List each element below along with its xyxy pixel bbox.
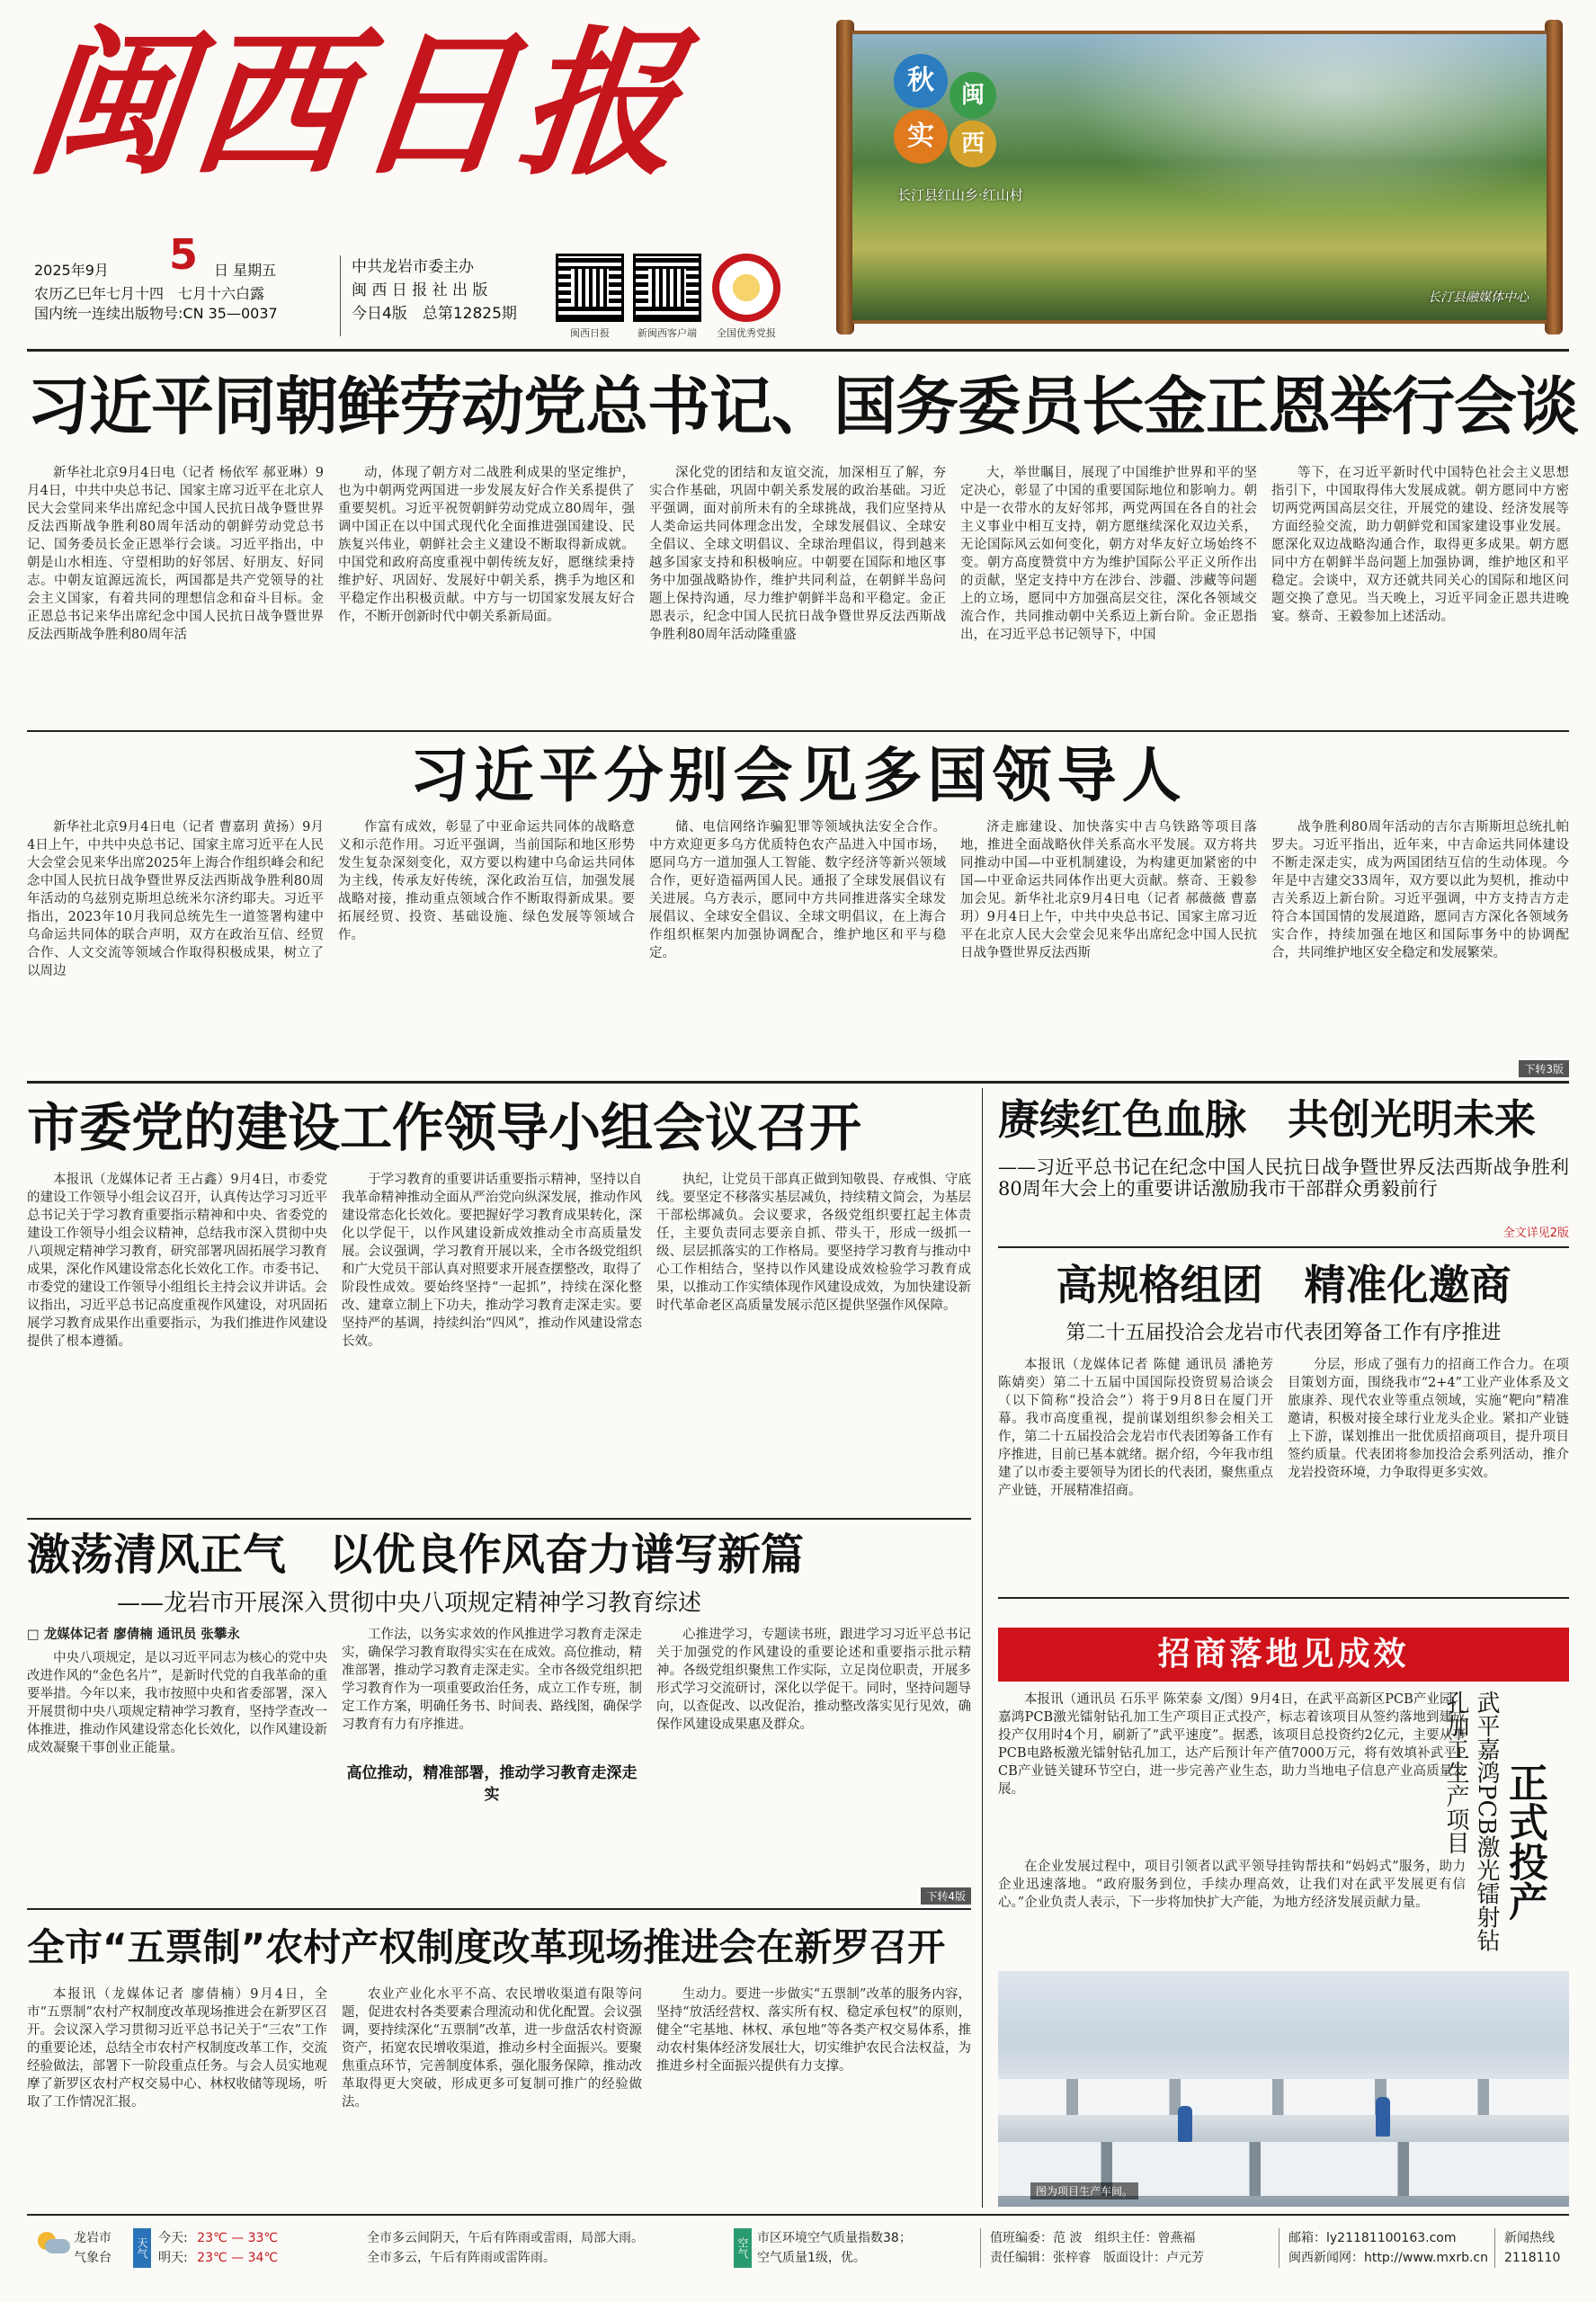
story2-column-1: 新华社北京9月4日电（记者 曹嘉玥 黄扬）9月4日上午，中共中央总书记、国家主席习近平在人民大会堂会见来华出席2025年上海合作组织峰会和纪念中国人民抗日战争暨世界反法西斯战争胜利80周年活动的乌兹别克斯坦总统米尔济约耶夫。习近平指出，2023年10月我同总统先生一道签署构建中乌命运共同体的联合声明，双方在政治互信、经贸合作、人文交流等领域合作取得积极成果，树立了以周边 [27,820,324,978]
story5-column-1: 本报讯（龙媒体记者 廖倩楠）9月4日，全市“五票制”农村产权制度改革现场推进会在新罗区召开。会议深入学习贯彻习近平总书记关于“三农”工作的重要论述，总结全市农村产权制度改革工作，交流经验做法，部署下一阶段重点任务。与会人员实地观摩了新罗区农村产权交易中心、林权收储等现场，听取了工作情况汇报。 [27,1987,327,2110]
right3-column-1: 本报讯（通讯员 石乐平 陈荣泰 文/图）9月4日，在武平高新区PCB产业园，嘉鸿PCB激光镭射钻孔加工生产项目正式投产，标志着该项目从签约落地到建成投产仅用时4个月，刷新了“武平速度”。据悉，该项目总投资约2亿元，主要从事PCB电路板激光镭射钻孔加工，达产后预计年产值7000万元，将有效填补武平PCB产业链关键环节空白，进一步完善产业生态，助力当地电子信息产业高质量发展。 [998,1692,1466,1797]
masthead-divider [27,349,1569,352]
air-quality [757,2228,964,2268]
worker-figure-2 [1376,2097,1390,2137]
story4-body [27,1626,971,1905]
publisher-line2: 闽 西 日 报 社 出 版 [352,281,488,299]
right3-photo-caption: 图为项目生产车间。 [1030,2182,1138,2199]
right3-banner-text: 招商落地见成效 [1157,1636,1410,1673]
story2-column-4: 济走廊建设、加快落实中吉乌铁路等项目落地，推进全面战略伙伴关系高水平发展。双方将共同推动中国—中亚机制建设，为构建更加紧密的中国—中亚命运共同体作出更大贡献。蔡奇、王毅参加会见。新华社北京9月4日电（记者 郝薇薇 曹嘉玥）9月4日上午，中共中央总书记、国家主席习近平在北京人民大会堂会见来华出席纪念中国人民抗日战争暨世界反法西斯 [960,820,1257,960]
story2-column-5: 战争胜利80周年活动的吉尔吉斯斯坦总统扎帕罗夫。习近平指出，近年来，中吉命运共同体建设不断走深走实，成为两国团结互信的生动体现。今年是中吉建交33周年，双方要以此为契机，推动中吉关系迈上新台阶。习近平强调，中方支持吉方走符合本国国情的发展道路，愿同吉方深化各领域务实合作，持续加强在地区和国际事务中的协调配合，共同维护地区安全稳定和发展繁荣。 [1271,820,1569,960]
footer-divider [27,2214,1569,2216]
weather-today [158,2228,365,2248]
today-label: 今天: [158,2231,188,2245]
story5-column-2: 农业产业化水平不高、农民增收渠道有限等问题，促进农村各类要素合理流动和优化配置。会议强调，要持续深化“五票制”改革，进一步盘活农村资源资产，拓宽农民增收渠道，推动乡村全面振兴。要聚焦重点环节，完善制度体系，强化服务保障，推动改革取得更大突破，形成更多可复制可推广的经验做法。 [342,1987,642,2110]
date-year-month: 2025年9月 [34,262,109,279]
story5-headline: 全市“五票制”农村产权制度改革现场推进会在新罗召开 [27,1925,946,1969]
issn: 国内统一连续出版物号:CN 35—0037 [34,305,278,322]
right3-vertical-subtitle: 武平嘉鸿PCB激光镭射钻孔加工生产项目 [1442,1691,1500,1952]
today-desc: 全市多云间阴天，午后有阵雨或雷雨，局部大雨。 [367,2231,644,2245]
date-block [34,230,340,335]
right1-more-link[interactable]: 全文详见2版 [1502,1227,1569,1240]
masthead [0,0,1596,351]
story4-continued-tag[interactable]: 下转4版 [921,1887,971,1905]
banner-photo [852,31,1547,324]
story1-headline: 习近平同朝鲜劳动党总书记、国务委员长金正恩举行会谈 [27,370,1578,443]
hotline-number[interactable]: 2118110 [1504,2251,1561,2265]
right3-body [998,1691,1466,1960]
email-link[interactable]: 邮箱：ly21181100163.com [1288,2231,1457,2245]
story4-column-1: □ 龙媒体记者 廖倩楠 通讯员 张攀永 中央八项规定，是以习近平同志为核心的党中央改进作风的“金色名片”，是新时代党的自我革命的重要举措。今年以来，我市按照中央和省委部署，深入开展贯彻中央八项规定精神学习教育，坚持学查改一体推进，推动作风建设常态化长效化，以作风建设新成效凝聚干事创业正能量。 [27,1627,327,1755]
weather-org [74,2228,128,2268]
air-tag: 空气 [734,2228,752,2268]
editor-info [980,2228,1268,2268]
story4-section-title: 高位推动，精准部署，推动学习教育走深走实 [342,1761,642,1806]
weather-org-line2: 气象台 [74,2251,111,2265]
banner-char-3: 闽 [950,72,996,119]
right3-banner [998,1628,1569,1682]
publisher-block [340,255,547,336]
qr-code-1[interactable] [556,254,624,340]
weather-icon [34,2230,70,2257]
right3-vertical-title: 正式投产 [1502,1762,1547,1921]
banner-char-4: 西 [950,120,996,167]
banner-title-circle [894,54,1011,171]
qr-code-2[interactable] [633,254,701,340]
weather-tag: 天气 [133,2228,151,2268]
story1-column-1: 新华社北京9月4日电（记者 杨依军 郝亚琳）9月4日，中共中央总书记、国家主席习近平在北京人民大会堂同来华出席纪念中国人民抗日战争暨世界反法西斯战争胜利80周年活动的朝鲜劳动党总书记、国务委员长金正恩举行会谈。习近平指出，中朝是山水相连、守望相助的好邻居、好朋友、好同志。中朝友谊源远流长，两国都是共产党领导的社会主义国家，有着共同的理想信念和奋斗目标。金正恩总书记来华出席纪念中国人民抗日战争暨世界反法西斯战争胜利80周年活 [27,466,324,642]
date-weekday: 日 星期五 [214,262,277,279]
weather-tomorrow [158,2248,365,2268]
today-temp: 23℃ — 33℃ [197,2231,279,2245]
lunar-date: 农历乙巳年七月十四 七月十六白露 [34,285,265,302]
story3-body [27,1171,971,1514]
right2-subhead: 第二十五届投洽会龙岩市代表团筹备工作有序推进 [1065,1322,1502,1344]
editor-line1: 值班编委：范 波 组织主任：曾燕福 [990,2231,1196,2245]
machine-row-1 [998,2079,1569,2115]
footer [27,2221,1569,2284]
right2-column-1: 本报讯（龙媒体记者 陈健 通讯员 潘艳芳 陈婧奕）第二十五届中国国际投资贸易洽谈会（以下简称“投洽会”）将于9月8日在厦门开幕。我市高度重视，提前谋划组织参会相关工作，第二十五届投洽会龙岩市代表团筹备工作有序推进，目前已基本就绪。据介绍，今年我市组建了以市委主要领导为团长的代表团，聚焦重点产业链，开展精准招商。 [998,1358,1273,1498]
story1-column-4: 大，举世瞩目，展现了中国维护世界和平的坚定决心，彰显了中国的重要国际地位和影响力。朝中是一衣带水的友好邻邦，两党两国在各自的社会主义事业中相互支持，朝方愿继续深化双边关系，无论国际风云如何变化，朝方对华友好立场始终不变。朝方高度赞赏中方为维护国际公平正义所作出的贡献，坚定支持中方在涉台、涉疆、涉藏等问题上的立场，愿同中方加强高层交往，深化各领域交流合作，共同推动朝中关系迈上新台阶。金正恩指出，在习近平总书记领导下，中国 [960,466,1257,642]
right2-body [998,1356,1569,1592]
scroll-right-end [1545,20,1563,335]
story3-divider [27,1518,971,1520]
story4-byline: □ 龙媒体记者 廖倩楠 通讯员 张攀永 [27,1627,240,1642]
story2-column-2: 作富有成效，彰显了中亚命运共同体的战略意义和示范作用。习近平强调，当前国际和地区形势发生复杂深刻变化，双方要以构建中乌命运共同体为主线，传承友好传统，深化政治互信，加强发展战略对接，推动重点领域合作不断取得新成果。要拓展经贸、投资、基础设施、绿色发展等领域合作。 [338,820,635,942]
story4-divider [27,1908,971,1910]
banner-subtitle: 长汀县红山乡·红山村 [897,187,1023,203]
qr-code-1-label: 闽西日报 [570,327,610,339]
publisher-line1: 中共龙岩市委主办 [352,258,474,276]
tomorrow-temp: 23℃ — 34℃ [197,2251,279,2265]
right2-headline: 高规格组团 精准化邀商 [1056,1261,1511,1309]
scroll-left-end [836,20,854,335]
banner-char-1: 秋 [894,54,948,108]
story4-column-3: 心推进学习，专题读书班，跟进学习习近平总书记关于加强党的作风建设的重要论述和重要指示批示精神。各级党组织聚焦工作实际，立足岗位职责，开展多形式学习交流研讨，深化以学促干。同时，坚持问题导向，以查促改、以改促治，推动整改落实见行见效，确保作风建设成果惠及群众。 [656,1628,971,1732]
story1-column-2: 动，体现了朝方对二战胜利成果的坚定维护，也为中朝两党两国进一步发展友好合作关系提供了重要契机。习近平祝贺朝鲜劳动党成立80周年，强调中国正在以中国式现代化全面推进强国建设、民族复兴伟业，朝鲜社会主义建设不断取得新成就。中国党和政府高度重视中朝传统友好，愿继续秉持维护好、巩固好、发展好中朝关系，携手为地区和平稳定作出积极贡献。中方与一切国家发展友好合作，不断开创新时代中朝关系新局面。 [338,466,635,624]
story2-continued-tag[interactable]: 下转3版 [1519,1060,1569,1077]
right1-headline: 赓续红色血脉 共创光明未来 [998,1095,1536,1144]
qr-code-2-label: 新闽西客户端 [638,327,697,339]
editor-line2: 责任编辑：张梓睿 版面设计：卢元芳 [990,2251,1204,2265]
air-quality-line2: 空气质量1级，优。 [757,2251,866,2265]
story1-column-3: 深化党的团结和友谊交流，加深相互了解，夯实合作基础，巩固中朝关系发展的政治基础。习近平强调，面对前所未有的全球挑战，我们应坚持从人类命运共同体理念出发，全球发展倡议、全球安全倡议、全球文明倡议、全球治理倡议，得到越来越多国家支持和积极响应。中朝要在国际和地区事务中加强战略协作，维护共同利益，在朝鲜半岛问题上保持沟通，尽力维护朝鲜半岛和平稳定。金正恩表示，纪念中国人民抗日战争暨世界反法西斯战争胜利80周年活动隆重盛 [649,466,946,642]
story3-column-3: 执纪，让党员干部真正做到知敬畏、存戒惧、守底线。要坚定不移落实基层减负，持续精文简会，为基层干部松绑减负。会议要求，各级党组织要扛起主体责任，主要负责同志要亲自抓、带头干，形成一级抓一级、层层抓落实的工作格局。要坚持学习教育与推动中心工作相结合，坚持以作风建设成效检验学习教育成果，以推动工作实绩体现作风建设成效，为加快建设新时代革命老区高质量发展示范区提供坚强作风保障。 [656,1173,971,1313]
banner-char-2: 实 [894,110,948,164]
publisher-line3: 今日4版 总第12825期 [352,305,517,323]
column-divider [982,1088,983,2208]
right3-column-2: 在企业发展过程中，项目引领者以武平领导挂钩帮扶和“妈妈式”服务，助力企业迅速落地。“政府服务到位，手续办理高效，让我们对在武平发展更有信心。”企业负责人表示，下一步将加快扩大产能，为地方经济发展贡献力量。 [998,1860,1466,1910]
date-day: 5 [169,230,199,279]
award-badge [710,254,782,340]
worker-figure-1 [1178,2106,1192,2142]
story4-subhead: ——龙岩市开展深入贯彻中央八项规定精神学习教育综述 [117,1590,702,1617]
story2-column-3: 储、电信网络诈骗犯罪等领域执法安全合作。中方欢迎更多乌方优质特色农产品进入中国市场，愿同乌方一道加强人工智能、数字经济等新兴领域合作，更好造福两国人民。通报了全球发展倡议有关进展。乌方表示，愿同中方共同推进落实全球发展倡议、全球安全倡议、全球文明倡议，在上海合作组织框架内加强协调配合，维护地区和平与稳定。 [649,820,946,960]
tomorrow-label: 明天: [158,2251,188,2265]
right2-column-2: 分层，形成了强有力的招商工作合力。在项目策划方面，围绕我市“2+4”工业产业体系及文旅康养、现代农业等重点领域，实施“靶向”精准邀请，积极对接全球行业龙头企业。紧扣产业链上下游，谋划推出一批优质招商项目，提升项目签约质量。代表团将参加投洽会系列活动，推介龙岩投资环境，力争取得更多实效。 [1288,1358,1569,1480]
story2-headline: 习近平分别会见多国领导人 [409,741,1187,810]
award-badge-label: 全国优秀党报 [717,327,776,339]
right1-divider [998,1246,1569,1248]
banner-logo: 长汀县融媒体中心 [1428,290,1529,305]
air-quality-line1: 市区环境空气质量指数38； [757,2231,912,2245]
story3-column-2: 于学习教育的重要讲话重要指示精神，坚持以自我革命精神推动全面从严治党向纵深发展，推动作风建设常态化长效化。要把握好学习教育成果转化，深化以学促干，以作风建设新成效推动全市高质量发展。会议强调，学习教育开展以来，全市各级党组织和广大党员干部认真对照要求开展查摆整改，取得了阶段性成效。要始终坚持“一起抓”，持续在深化整改、建章立制上下功夫，推动学习教育走深走实。要坚持严的基调，持续纠治“四风”，推动作风建设常态长效。 [342,1173,642,1349]
qr-code-1-icon [556,254,624,322]
tomorrow-desc: 全市多云，午后有阵雨或雷阵雨。 [367,2251,556,2265]
story1-body [27,464,1569,727]
hotline-label: 新闻热线 [1504,2231,1555,2245]
story3-headline: 市委党的建设工作领导小组会议召开 [27,1097,862,1158]
contact-info [1279,2228,1488,2268]
award-badge-icon [712,254,780,322]
right3-photo [998,1971,1569,2207]
story3-column-1: 本报讯（龙媒体记者 王占鑫）9月4日，市委党的建设工作领导小组会议召开，认真传达学习习近平总书记关于学习教育重要指示精神和中央、省委党的建设工作领导小组会议精神，总结我市深入贯彻中央八项规定精神学习教育，研究部署巩固拓展学习教育成果，深化作风建设常态化长效化工作。市委书记、市委党的建设工作领导小组组长主持会议并讲话。会议指出，习近平总书记高度重视作风建设，对巩固拓展学习教育成果作出重要指示，为我们推进作风建设提供了根本遵循。 [27,1173,327,1349]
website-link[interactable]: 闽西新闻网：http://www.mxrb.cn [1288,2251,1488,2265]
news-hotline [1494,2228,1569,2268]
newspaper-title: 闽西日报 [19,11,694,197]
weather-org-line1: 龙岩市 [74,2231,111,2245]
right2-divider [998,1597,1569,1599]
qr-code-2-icon [633,254,701,322]
right1-subhead: ——习近平总书记在纪念中国人民抗日战争暨世界反法西斯战争胜利80周年大会上的重要讲话激励我市干部群众勇毅前行 [998,1156,1569,1200]
story2-body [27,818,1569,1077]
story1-divider [27,730,1569,732]
story2-divider [27,1081,1569,1084]
story5-column-3: 生动力。要进一步做实“五票制”改革的服务内容，坚持“放活经营权、落实所有权、稳定承包权”的原则，健全“宅基地、林权、承包地”等各类产权交易体系，推动农村集体经济发展壮大，切实维护农民合法权益，为推进乡村全面振兴提供有力支撑。 [656,1987,971,2074]
story5-body [27,1985,971,2208]
story4-column-2: 工作法，以务实求效的作风推进学习教育走深走实，确保学习教育取得实实在在成效。高位推动，精准部署，推动学习教育走深走实。全市各级党组织把学习教育作为一项重要政治任务，成立工作专班，制定工作方案，明确任务书、时间表、路线图，确保学习教育有力有序推进。 [342,1628,642,1732]
story1-column-5: 等下，在习近平新时代中国特色社会主义思想指引下，中国取得伟大发展成就。朝方愿同中方密切两党两国高层交往，开展党的建设、经济发展等方面经验交流，助力朝鲜党和国家建设事业发展。愿深化双边战略沟通合作，取得更多成果。朝方愿同中方在朝鲜半岛问题上加强协调，维护地区和平稳定。会谈中，双方还就共同关心的国际和地区问题交换了意见。当天晚上，习近平同金正恩共进晚宴。蔡奇、王毅参加上述活动。 [1271,466,1569,624]
story4-headline: 激荡清风正气 以优良作风奋力谱写新篇 [27,1530,805,1580]
